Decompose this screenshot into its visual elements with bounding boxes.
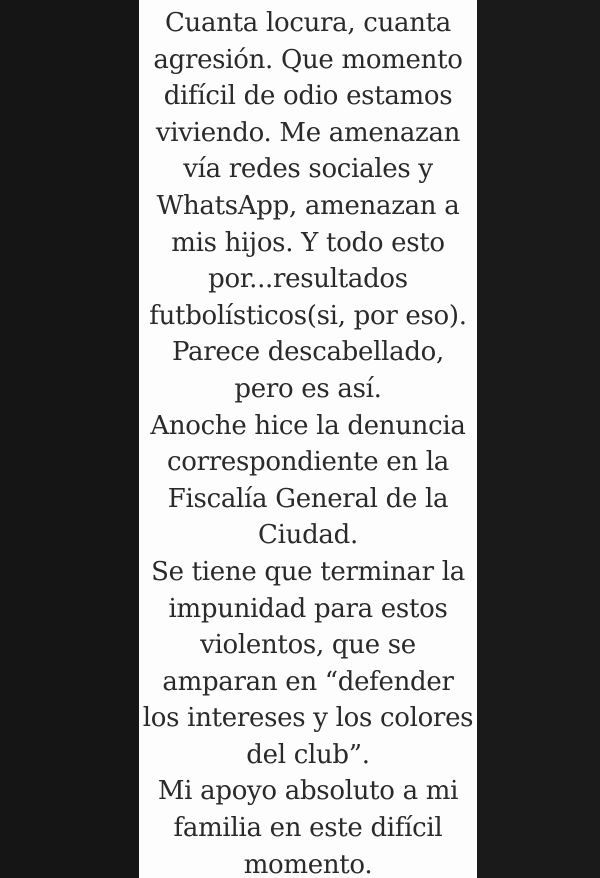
story-text-line: correspondiente en la — [167, 447, 449, 478]
story-text-line: mis hijos. Y todo esto — [171, 227, 445, 258]
story-text-card — [139, 0, 477, 878]
story-text-line: pero es así. — [234, 373, 382, 404]
story-text-line: Mi apoyo absoluto a mi — [157, 776, 459, 807]
story-text-line: familia en este difícil — [173, 813, 443, 844]
story-text-line: vía redes sociales y — [183, 154, 433, 185]
story-text-line: por...resultados — [208, 264, 408, 295]
story-text-line: amparan en “defender — [162, 666, 454, 697]
story-text-line: Parece descabellado, — [171, 337, 444, 368]
story-text-line: Fiscalía General de la — [167, 483, 449, 514]
story-text-line: impunidad para estos — [168, 593, 448, 624]
story-text-line: del club”. — [246, 739, 370, 770]
story-text-line: WhatsApp, amenazan a — [156, 190, 460, 221]
story-text-line: Cuanta locura, cuanta — [164, 8, 452, 38]
story-text-line: momento. — [243, 849, 373, 878]
story-text-line: viviendo. Me amenazan — [155, 117, 461, 148]
story-text-line: los intereses y los colores — [142, 703, 474, 734]
story-text-line: difícil de odio estamos — [163, 81, 453, 112]
story-text-line: agresión. Que momento — [153, 44, 463, 75]
story-text-line: violentos, que se — [200, 630, 416, 661]
story-text-line: futbolísticos(si, por eso). — [149, 300, 467, 331]
story-text-line: Se tiene que terminar la — [151, 556, 465, 587]
left-dark-border — [0, 0, 139, 878]
story-text-line: Anoche hice la denuncia — [150, 410, 466, 441]
story-text-line: Ciudad. — [258, 520, 358, 551]
right-dark-border — [477, 0, 600, 878]
